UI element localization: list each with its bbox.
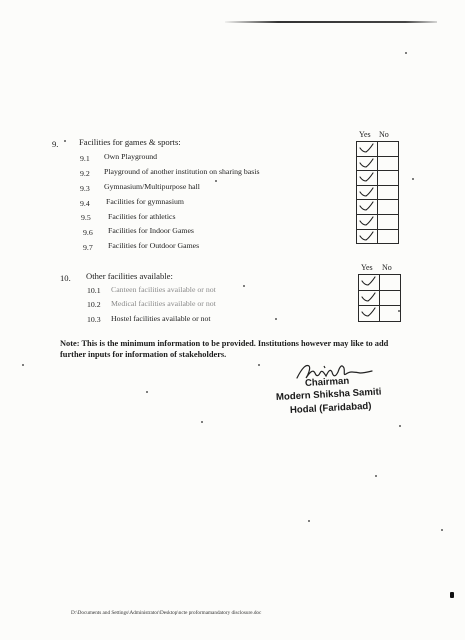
- item-label: Hostel facilities available or not: [111, 314, 211, 323]
- checkbox-row: [359, 306, 401, 322]
- checkbox-row: [357, 200, 399, 215]
- item-label: Facilities for Indoor Games: [108, 226, 194, 235]
- item-number: 9.6: [83, 228, 93, 237]
- no-cell: [378, 200, 399, 215]
- tick-mark-icon: [361, 307, 376, 318]
- checkbox-row: [357, 229, 399, 244]
- item-number: 9.3: [80, 184, 90, 193]
- item-label: Facilities for Outdoor Games: [108, 241, 200, 250]
- checkbox-row: [359, 290, 401, 306]
- item-label: Own Playground: [104, 152, 158, 161]
- section-10-checkbox-grid: [358, 274, 401, 322]
- section-10-title: Other facilities available:: [86, 271, 173, 281]
- item-number: 9.7: [83, 243, 93, 252]
- tick-mark-icon: [359, 187, 374, 198]
- tick-mark-icon: [359, 201, 374, 212]
- yes-cell: [359, 290, 380, 306]
- item-label: Canteen facilities available or not: [111, 285, 216, 294]
- item-number: 9.2: [80, 169, 90, 178]
- item-number: 9.4: [80, 199, 90, 208]
- yes-cell: [357, 200, 378, 215]
- tick-mark-icon: [359, 158, 374, 169]
- no-cell: [380, 306, 401, 322]
- stamp-organisation: Modern Shiksha Samiti: [275, 386, 382, 403]
- section-10-number: 10.: [60, 273, 71, 283]
- stamp-location: Hodal (Faridabad): [289, 400, 372, 416]
- item-number: 9.5: [81, 213, 91, 222]
- no-cell: [378, 171, 399, 186]
- stamp-chairman: Chairman: [304, 375, 350, 389]
- no-cell: [378, 185, 399, 200]
- tick-mark-icon: [359, 172, 374, 183]
- no-cell: [380, 290, 401, 306]
- no-cell: [378, 229, 399, 244]
- yes-cell: [357, 185, 378, 200]
- no-cell: [378, 214, 399, 229]
- note-line-1: Note: This is the minimum information to be provided. Institutions however may like to add: [60, 339, 389, 348]
- checkbox-row: [359, 275, 401, 291]
- yes-cell: [357, 156, 378, 171]
- tick-mark-icon: [361, 276, 376, 287]
- checkbox-row: [357, 171, 399, 186]
- item-label: Playground of another institution on sharing basis: [104, 167, 260, 176]
- tick-mark-icon: [359, 216, 374, 227]
- yes-cell: [359, 275, 380, 291]
- top-scan-rule: [225, 21, 437, 23]
- checkbox-row: [357, 214, 399, 229]
- item-number: 9.1: [80, 154, 90, 163]
- yes-cell: [357, 171, 378, 186]
- no-cell: [378, 142, 399, 157]
- yes-cell: [357, 229, 378, 244]
- yes-cell: [357, 142, 378, 157]
- section-10-no-header: No: [382, 263, 392, 272]
- yes-cell: [359, 306, 380, 322]
- item-label: Facilities for gymnasium: [106, 197, 184, 206]
- footer-file-path: D:\Documents and Settings\Administrator\Desktop\ncte proformamandatory disclosure.doc: [71, 610, 262, 616]
- section-10-yes-header: Yes: [361, 263, 373, 272]
- item-label: Gymnasium/Multipurpose hall: [104, 182, 200, 191]
- no-cell: [380, 275, 401, 291]
- item-label: Medical facilities available or not: [111, 299, 216, 308]
- section-9-checkbox-grid: [356, 141, 399, 244]
- tick-mark-icon: [359, 231, 374, 242]
- item-number: 10.3: [87, 315, 101, 324]
- no-cell: [378, 156, 399, 171]
- item-number: 10.1: [87, 286, 101, 295]
- item-label: Facilities for athletics: [108, 212, 176, 221]
- yes-cell: [357, 214, 378, 229]
- tick-mark-icon: [359, 143, 374, 154]
- section-9-yes-header: Yes: [359, 130, 371, 139]
- section-9-no-header: No: [379, 130, 389, 139]
- tick-mark-icon: [361, 292, 376, 303]
- checkbox-row: [357, 156, 399, 171]
- note-line-2: further inputs for information of stakeholders.: [60, 350, 227, 359]
- section-9-number: 9.: [52, 139, 59, 149]
- item-number: 10.2: [87, 300, 101, 309]
- section-9-title: Facilities for games & sports:: [79, 137, 181, 147]
- checkbox-row: [357, 185, 399, 200]
- checkbox-row: [357, 142, 399, 157]
